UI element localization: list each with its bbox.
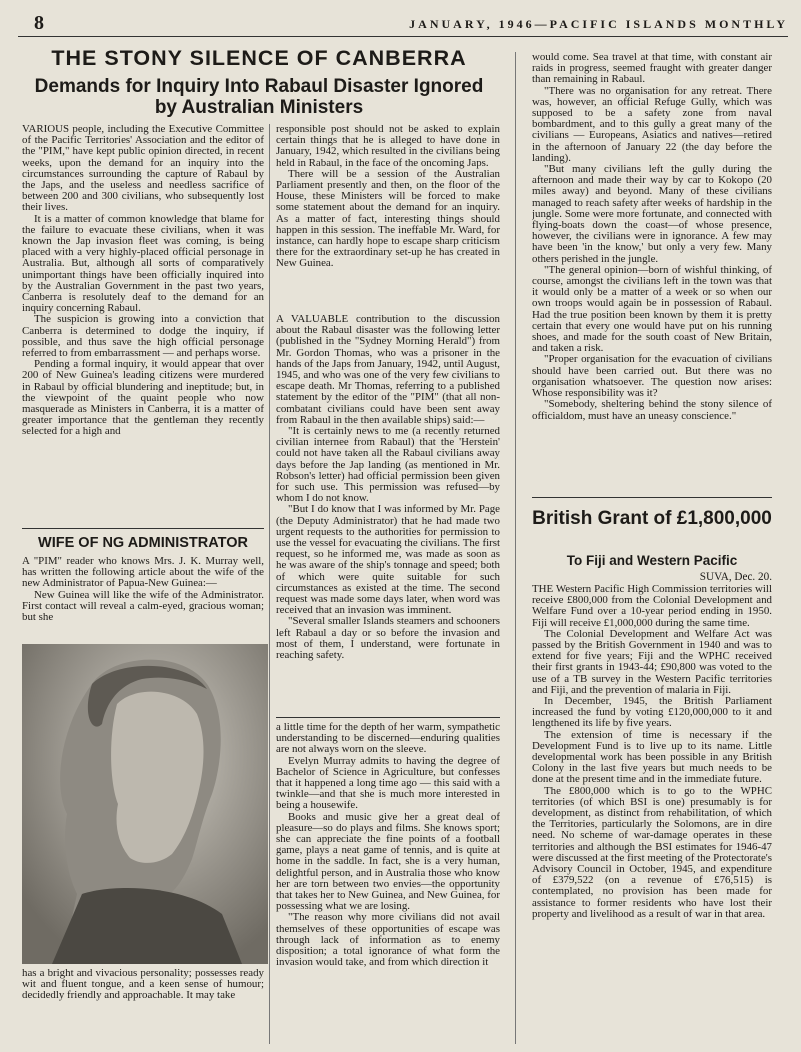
paragraph: "There was no organisation for any retreat. There was, however, an official Refuge Gully, which was supposed to be a safety zone from naval bombardment, and to this gully a great many of the civilians — Europeans, Asiatics and natives—retired in the afternoon of January 22 (the day before the landing).: [532, 84, 772, 164]
grant-article-subheading: To Fiji and Western Pacific: [566, 553, 738, 568]
column-divider: [515, 52, 516, 1044]
paragraph: "Several smaller Islands steamers and schooners left Rabaul a day or so before the invasion and most of them, I understand, were fortunate in reaching safety.: [276, 615, 500, 662]
paragraph: In December, 1945, the British Parliament increased the fund by voting £120,000,000 to it and lengthened its life by five years.: [532, 695, 772, 730]
letter-col2: [276, 314, 500, 714]
running-title: JANUARY, 1946—PACIFIC ISLANDS MONTHLY: [409, 17, 788, 31]
section-rule: [276, 717, 500, 718]
grant-dateline: SUVA, Dec. 20.: [699, 571, 772, 583]
paragraph: There will be a session of the Australian Parliament presently and then, on the floor of the House, these Ministers will be forced to make some statement about the demand for an inquiry. As a matter of fact, interesting things should happen in this session. The ineffable Mr. Ward, for instance, can hardly hope to escape sharp criticism there for the extraordinary set-up he has created in New Guinea.: [276, 167, 500, 270]
paragraph: New Guinea will like the wife of the Administrator. First contact will reveal a calm-eyed, gracious woman; but she: [22, 588, 264, 624]
section-rule: [532, 497, 772, 498]
paragraph: The extension of time is necessary if the Development Fund is to live up to its name. Little developmental work has been possible in any British Colony in the last five years but much needs to be done at the present time and in the immediate future.: [532, 728, 772, 786]
paragraph: "The general opinion—born of wishful thinking, of course, amongst the civilians left in the town was that it would only be a matter of a week or so when our own troops would again be in possession of Rabaul. Had the true position been known by them it is pretty certain that every one would have put on his running shoes, and made for the south coast of New Britain, and taken a risk.: [532, 263, 772, 355]
header-rule: [18, 36, 788, 37]
paragraph: "Somebody, sheltering behind the stony silence of officialdom, must have an uneasy conscience.": [532, 398, 772, 422]
woman-portrait-icon: [22, 644, 268, 964]
paragraph: a little time for the depth of her warm, sympathetic understanding to be discerned—enduring qualities are not always worn on the sleeve.: [276, 722, 500, 756]
wife-article-heading: WIFE OF NG ADMINISTRATOR: [38, 535, 248, 551]
section-rule: [22, 528, 264, 529]
paragraph: Evelyn Murray admits to having the degree of Bachelor of Science in Agriculture, but confesses that it happened a long time ago — this said with a twinkle—and that she is much more interested in being a housewife.: [276, 754, 500, 812]
grant-article-body: [532, 584, 772, 1044]
paragraph: A "PIM" reader who knows Mrs. J. K. Murray well, has written the following article about the wife of the new Administrator of Papua-New Guinea:—: [22, 556, 264, 590]
letter-col3: [532, 52, 772, 492]
paragraph: "But many civilians left the gully during the afternoon and made their way by car to Kokopo (20 miles away) and beyond. Many of these civilians managed to reach safety after weeks of hardship in the jungle. Some were more fortunate, and connected with flying-boats down the coast—of whose presence, however, the civilians were in ignorance. A few may have been 'in the know,' but only a very few. Many others perished in the jungle.: [532, 163, 772, 265]
wife-article-intro: [22, 556, 264, 640]
column-divider: [269, 124, 270, 1044]
paragraph: would come. Sea travel at that time, with constant air raids in progress, seemed fraught with greater danger than remaining in Rabaul.: [532, 52, 772, 86]
paragraph: responsible post should not be asked to explain certain things that he is alleged to have done in January, 1942, which resulted in the civilians being held in Rabaul, in the face of the oncoming Japs.: [276, 124, 500, 169]
paragraph: The suspicion is growing into a conviction that Canberra is determined to dodge the inquiry, if possible, and thus save the high official personage referred to from embarrassment — and perhaps worse.: [22, 313, 264, 360]
main-article-subtitle: Demands for Inquiry Into Rabaul Disaster Ignored by Australian Ministers: [34, 76, 484, 118]
paragraph: "But I do know that I was informed by Mr. Page (the Deputy Administrator) that he had made two urgent requests to the authorities for permission to use the vessel for evacuating the civilians. The first request, so he informed me, was made as soon as he was aware of the ship's tonnage and speed; both of which were quite suitable for such circumstances as existed at the time. The second request was made some days later, when word was received that an invasion was imminent.: [276, 503, 500, 617]
paragraph: The Colonial Development and Welfare Act was passed by the British Government in 1940 and was to extend for five years; Fiji and the WPHC received their first grants in 1943-44; £90,800 was voted to the use of a TB survey in the Western Pacific territories and Fiji, and the prevention of malaria in Fiji.: [532, 627, 772, 696]
paragraph: The £800,000 which is to go to the WPHC territories (of which BSI is one) presumably is for development, as distinct from rehabilitation, of which the Territories, particularly the Solomons, are in dire need. No scheme of war-damage operates in these territories and although the BSI estimates for 1946-47 were discussed at the first meeting of the Protectorate's Advisory Council in October, 1945, and expenditure of £379,522 (on a revenue of £76,515) is contemplated, no provision has been made for assistance to former residents who have lost their property and livelihood as a result of war in that area.: [532, 784, 772, 920]
paragraph: has a bright and vivacious personality; possesses ready wit and fluent tongue, and a keen sense of humour; decidedly friendly and approachable. It may take: [22, 968, 264, 1002]
paragraph: Pending a formal inquiry, it would appear that over 200 of New Guinea's leading citizens were murdered in Rabaul by official blundering and ineptitude; but, in the viewpoint of the quaint people who now masquerade as Ministers in Canberra, it is a matter of greater importance that the gentleman they recently selected for a high and: [22, 358, 264, 438]
paragraph: It is a matter of common knowledge that blame for the failure to evacuate these civilians, when it was known the Jap invasion fleet was coming, is being placed with a very highly-placed official personage in Australia. But, although all sorts of comparatively unimportant things have been officially inquired into by the Australian Government in the past two years, Canberra is resolutely deaf to the demand for an inquiry concerning Rabaul.: [22, 212, 264, 315]
main-article-title: THE STONY SILENCE OF CANBERRA: [51, 46, 467, 70]
paragraph: THE Western Pacific High Commission territories will receive £800,000 from the Colonial Development and Welfare Fund over a 10-year period ending in 1950. Fiji will receive £1,000,000 during the same time.: [532, 584, 772, 629]
paragraph: "The reason why more civilians did not avail themselves of these opportunities of escape was through lack of information as to enemy disposition; a total ignorance of what form the invasion would take, and from which direction it: [276, 911, 500, 969]
main-article-col2: [276, 124, 500, 304]
page-number: 8: [34, 12, 44, 34]
paragraph: "It is certainly news to me (a recently returned civilian internee from Rabaul) that the 'Herstein' could not have taken all the Rabaul civilians away days before the Jap landing (as mentioned in Mr. Robson's letter) had official permission been given for such use. This permission was refused—by whom I do not know.: [276, 425, 500, 505]
wife-article-under-photo: [22, 968, 264, 1050]
paragraph: A VALUABLE contribution to the discussion about the Rabaul disaster was the following letter (published in the "Sydney Morning Herald") from Mr. Gordon Thomas, who was a prisoner in the hands of the Japs from January, 1942, until August, 1945, and who was one of the very few civilians to escape death. Mr Thomas, referring to a published statement by the editor of the "PIM" (that all non-combatant civilians could have been sent away from Rabaul in the then available ships) said:—: [276, 314, 500, 426]
main-article-col1: [22, 124, 264, 524]
paragraph: Books and music give her a great deal of pleasure—so do plays and films. She knows sport; she can appreciate the fine points of a football game, plays a neat game of tennis, and is quite at home in the saddle. In fact, she is a very human, delightful person, and in Australia those who know her are torn between two envies—the opportunity that takes her to New Guinea, and New Guinea, for possessing what we are losing.: [276, 810, 500, 913]
portrait-photo: [22, 644, 268, 964]
wife-article-continued: [276, 722, 500, 1050]
page-header: [18, 8, 788, 36]
paragraph: "Proper organisation for the evacuation of civilians should have been carried out. But there was no organisation whatsoever. The question now arises: Whose responsibility was it?: [532, 353, 772, 400]
grant-article-heading: British Grant of £1,800,000: [532, 508, 772, 529]
paragraph: VARIOUS people, including the Executive Committee of the Pacific Territories' Association and the editor of the "PIM," have kept public opinion directed, in recent weeks, upon the demand for an inquiry into the circumstances surrounding the capture of Rabaul by the Japs, and the useless and needless sacrifice of between 200 and 300 civilians, who subsequently lost their lives.: [22, 124, 264, 214]
